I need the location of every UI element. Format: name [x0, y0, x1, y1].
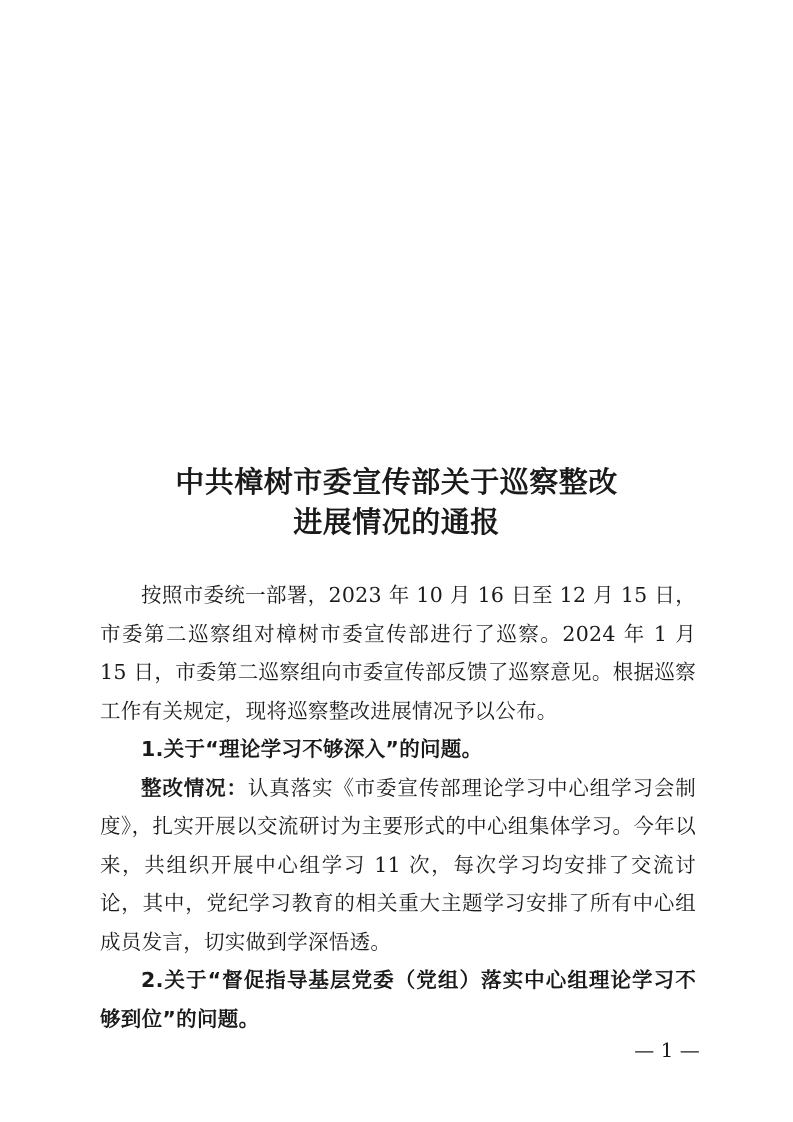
document-body — [100, 576, 696, 1038]
page-number: — 1 — — [634, 1038, 700, 1062]
item-1-label: 整改情况： — [141, 775, 248, 800]
item-1-heading: 1.关于“理论学习不够深入”的问题。 — [141, 737, 483, 761]
item-1-paragraph — [100, 769, 696, 962]
document-title-line-1: 中共樟树市委宣传部关于巡察整改 — [175, 465, 618, 499]
intro-paragraph: 按照市委统一部署，2023 年 10 月 16 日至 12 月 15 日，市委第二巡察组对樟树市委宣传部进行了巡察。2024 年 1 月 15 日，市委第二巡察组向市委宣传部反馈了巡察意见。根据巡察工作有关规定，现将巡察整改进展情况予以公布。 — [100, 583, 696, 723]
item-2-heading: 2.关于“督促指导基层党委（党组）落实中心组理论学习不够到位”的问题。 — [100, 968, 696, 1031]
document-title-line-2: 进展情况的通报 — [293, 505, 500, 539]
item-1-text: 认真落实《市委宣传部理论学习中心组学习会制度》，扎实开展以交流研讨为主要形式的中心组集体学习。今年以来，共组织开展中心组学习 11 次，每次学习均安排了交流讨论，其中，党纪学习教育的相关重大主题学习安排了所有中心组成员发言，切实做到学深悟透。 — [100, 775, 696, 954]
